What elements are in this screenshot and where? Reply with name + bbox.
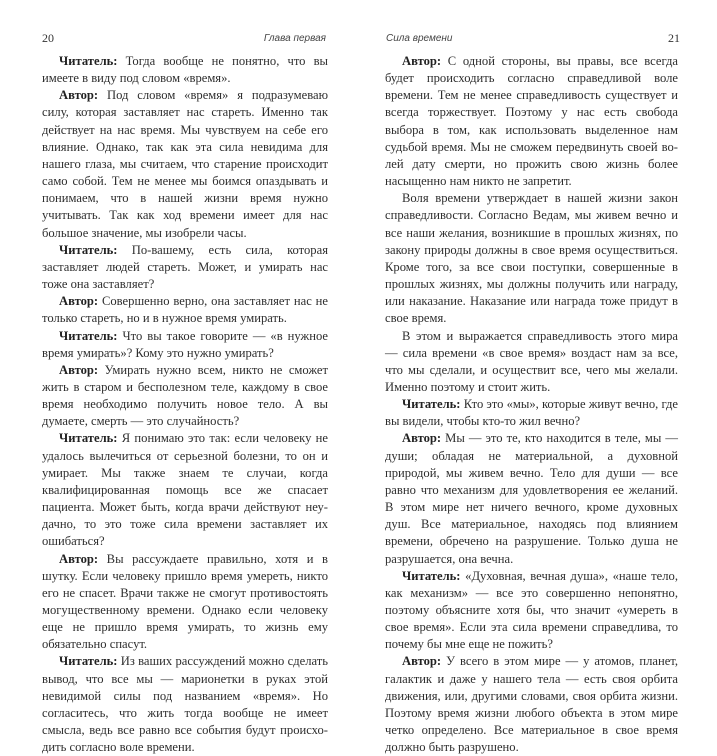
- left-page: [0, 0, 358, 755]
- paragraph-text: Что вы такое говорите — «в нужное время умирать»? Кому это нужно умирать?: [42, 328, 328, 360]
- speaker-label: Автор:: [59, 551, 99, 566]
- paragraph-text: Вы рассуждаете правильно, хотя и в шутку. Если человеку пришло время умереть, никто его не спасет. Врачи также не смогут противостоять могущественному времени. Однако если человеку еще не пришло время умирать, то жизнь ему обязательно спасут.: [42, 551, 328, 652]
- paragraph-text: Из ваших рассуждений можно сделать вывод, что все мы — марионетки в руках этой невидимой силы под названием «время». Но согласитесь, что жить тогда вообще не имеет смысла, ведь все равно все события будут происходить согласно воле времени.: [42, 654, 328, 755]
- paragraph: [42, 362, 328, 431]
- speaker-label: Автор:: [59, 294, 99, 309]
- paragraph: [42, 551, 328, 654]
- paragraph-text: Тогда вообще не понятно, что вы имеете в виду под словом «время».: [42, 54, 328, 86]
- running-head: Сила времени: [386, 33, 453, 44]
- speaker-label: Автор:: [402, 431, 442, 446]
- paragraph-text: Умирать нужно всем, никто не сможет жить в старом и бесполезном теле, каждому в свое время необходимо получить новое тело. А вы думаете, смерть — это случайность?: [42, 362, 328, 429]
- page-body: [385, 53, 678, 756]
- page-body: [42, 53, 328, 756]
- page-number: 21: [668, 31, 680, 45]
- running-head: Глава первая: [263, 33, 326, 44]
- paragraph: [42, 293, 328, 327]
- speaker-label: Читатель:: [59, 431, 118, 446]
- paragraph-text: Воля времени утверждает в нашей жизни закон справедливости. Согласно Ведам, мы живем вечно и все наши желания, возникшие в прошлых жизнях, по закону природы должны в свое время осуществиться. Кроме того, за все свои поступки, совершенные в прошлых жизнях, мы должны получить или награду, или наказание. Наказание или награда тоже придут в свое время.: [385, 191, 678, 326]
- paragraph-text: По-вашему, есть сила, которая заставляет людей стареть. Может, и умирать нас тоже она заставляет?: [42, 242, 328, 292]
- paragraph: [42, 53, 328, 87]
- paragraph: [42, 87, 328, 241]
- speaker-label: Читатель:: [59, 654, 118, 669]
- speaker-label: Читатель:: [402, 397, 461, 412]
- paragraph-text: В этом и выражается справедливость этого мира — сила времени «в свое время» воздаст нам за все, что мы сделали, и осуществит все, чего мы желали. Именно поэтому и стоит жить.: [385, 328, 678, 394]
- speaker-label: Автор:: [59, 362, 99, 377]
- paragraph-text: «Духовная, вечная душа», «наше тело, как механизм» — все это совершенно непонятно, поэтому объясните хотя бы, что значит «умереть в свое время». Если эта сила времени справедлива, то почему бы мне еще не пожить?: [385, 568, 678, 652]
- paragraph: [42, 430, 328, 550]
- right-page: [358, 0, 717, 755]
- paragraph-text: Мы — это те, кто находится в теле, мы — души; обладая не материальной, а духовной природой, мы живем вечно. Тело для души — все равно что механизм для удовлетворения ее желаний. В этом мире нет ничего вечного, кроме духовных душ. Все материальное, находясь под влиянием времени, обречено на разрушение. Только душа не разрушается, она вечна.: [385, 431, 678, 566]
- paragraph-text: С одной стороны, вы правы, все всегда будет происходить согласно справедливой воле времени. Тем не менее справедливость существует и всегда торжествует. Поэтому у нас есть свобода выбора в том, как использовать выделенное нам судьбой время. Мы не сможем передвинуть своей волей дату смерти, но прожить свою жизнь более насыщенно нам никто не запретит.: [385, 54, 678, 189]
- speaker-label: Автор:: [402, 54, 442, 68]
- paragraph-text: Совершенно верно, она заставляет нас не только стареть, но и в нужное время умирать.: [42, 294, 328, 326]
- paragraph-text: У всего в этом мире — у атомов, планет, галактик и даже у нашего тела — есть своя орбита движения, или, другими словами, своя орбита жизни. Поэтому время жизни любого объекта в этом мире четко определено. Все материальное в свое время должно быть разрушено.: [385, 654, 679, 755]
- paragraph-text: Я понимаю это так: если человеку не удалось вылечиться от серьезной болезни, то он и умирает. Мы также знаем те случаи, когда квалифицированная помощь все же спасает пациента. Может быть, когда врачи действуют неудачно, то это тоже сила времени заставляет их ошибаться?: [42, 431, 328, 549]
- paragraph: [385, 568, 678, 654]
- speaker-label: Читатель:: [59, 328, 118, 343]
- page-number: 20: [42, 31, 54, 45]
- paragraph: [385, 396, 678, 430]
- paragraph: [385, 53, 678, 190]
- paragraph-text: Под словом «время» я подразумеваю силу, которая заставляет нас стареть. Именно так действует на нас время. Мы чувствуем на себе его влияние. Однако, так как эта сила невидима для нашего глаза, мы считаем, что старение происходит само собой. Тем не менее мы боимся опаздывать и понимаем, что в нашей жизни время нужно учитывать. Так как ход времени имеет для нас большое значение, мы изобрели часы.: [42, 88, 328, 240]
- paragraph: [385, 430, 678, 567]
- paragraph-text: Кто это «мы», которые живут вечно, где вы видели, чтобы кто-то жил вечно?: [385, 397, 678, 429]
- paragraph: [385, 653, 678, 756]
- paragraph: [42, 328, 328, 362]
- paragraph: [385, 328, 678, 397]
- speaker-label: Автор:: [59, 88, 99, 103]
- speaker-label: Читатель:: [59, 242, 118, 257]
- paragraph: [42, 653, 328, 756]
- speaker-label: Читатель:: [402, 568, 461, 583]
- speaker-label: Читатель:: [59, 54, 118, 68]
- speaker-label: Автор:: [402, 654, 442, 669]
- paragraph: [385, 190, 678, 327]
- paragraph: [42, 242, 328, 293]
